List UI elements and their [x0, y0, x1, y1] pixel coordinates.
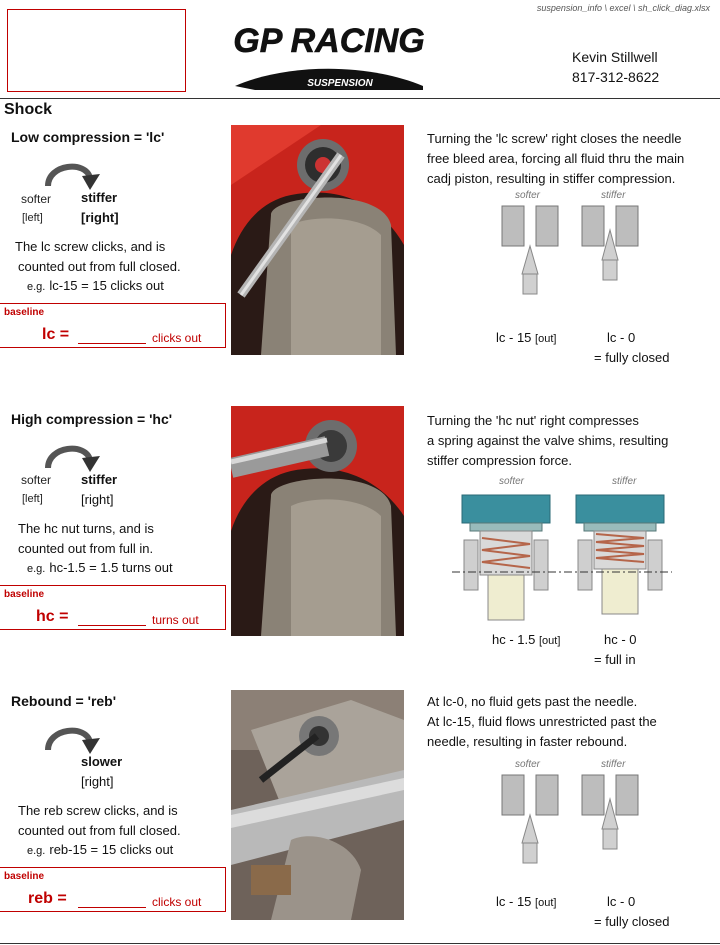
lc-needle-diagram	[500, 204, 640, 324]
lc-explanation	[427, 129, 684, 189]
lc-right-bracket: [right]	[81, 210, 119, 225]
hc-baseline-box	[0, 585, 226, 630]
reb-caption-note: = fully closed	[594, 914, 670, 929]
hc-section-title: High compression = 'hc'	[11, 411, 173, 427]
logo-placeholder-box	[7, 9, 186, 92]
lc-diagram-stiffer-tag: stiffer	[601, 190, 626, 201]
reb-description-line2: counted out from full closed.	[18, 823, 181, 838]
hc-adjuster-photo	[231, 406, 404, 636]
hc-explanation-line3: stiffer compression force.	[427, 453, 572, 468]
hc-example-eg: e.g.	[27, 563, 46, 575]
lc-explanation-line2: free bleed area, forcing all fluid thru the main	[427, 151, 685, 166]
contact-name: Kevin Stillwell	[572, 49, 658, 65]
hc-caption-note: = full in	[594, 652, 636, 667]
hc-diagram-softer-tag: softer	[499, 476, 525, 487]
lc-example-eg: e.g.	[27, 281, 46, 293]
lc-caption-right: lc - 0	[607, 330, 636, 345]
hc-left-bracket: [left]	[22, 493, 43, 505]
reb-baseline-variable: reb =	[28, 890, 67, 907]
contact-phone: 817-312-8622	[572, 69, 660, 85]
hc-spring-diagram	[452, 490, 672, 630]
lc-caption-left-small: [out]	[535, 333, 557, 345]
lc-baseline-box	[0, 303, 226, 348]
reb-caption-left	[496, 894, 556, 909]
hc-right-direction: stiffer	[81, 472, 118, 487]
lc-right-direction: stiffer	[81, 190, 118, 205]
reb-explanation-line3: needle, resulting in faster rebound.	[427, 734, 628, 749]
lc-left-bracket: [left]	[22, 212, 43, 224]
hc-diagram-stiffer-tag: stiffer	[612, 476, 637, 487]
hc-baseline-label: baseline	[4, 589, 45, 600]
lc-explanation-line3: cadj piston, resulting in stiffer compression.	[427, 171, 676, 186]
reb-right-bracket: [right]	[81, 774, 114, 789]
hc-baseline-blank-field[interactable]	[78, 625, 146, 626]
hc-description-line2: counted out from full in.	[18, 541, 154, 556]
needle-open-diagram	[502, 206, 558, 294]
lc-diagram-softer-tag: softer	[515, 190, 541, 201]
reb-section-title: Rebound = 'reb'	[11, 693, 117, 709]
hc-caption-right: hc - 0	[604, 632, 637, 647]
needle-closed-diagram	[582, 775, 638, 849]
turn-right-arrow-icon	[42, 438, 102, 474]
turn-right-arrow-icon	[42, 156, 102, 192]
hc-right-bracket: [right]	[81, 492, 114, 507]
lc-section-title: Low compression = 'lc'	[11, 129, 165, 145]
header-divider	[0, 98, 720, 99]
spring-soft-diagram	[462, 495, 550, 620]
reb-baseline-unit: clicks out	[152, 895, 202, 909]
turn-right-arrow-icon	[42, 720, 102, 756]
lc-caption-note: = fully closed	[594, 350, 670, 365]
hc-example-text: hc-1.5 = 1.5 turns out	[49, 560, 173, 575]
hc-example	[27, 560, 173, 575]
hc-baseline-variable: hc =	[36, 608, 69, 625]
reb-baseline-box	[0, 867, 226, 912]
reb-caption-left-small: [out]	[535, 897, 557, 909]
lc-example	[27, 278, 164, 293]
needle-open-diagram	[502, 775, 558, 863]
lc-description-line2: counted out from full closed.	[18, 259, 181, 274]
reb-explanation-line1: At lc-0, no fluid gets past the needle.	[427, 694, 638, 709]
brand-sub-text: SUSPENSION	[307, 78, 373, 89]
reb-caption-left-text: lc - 15	[496, 894, 532, 909]
file-path-label: suspension_info \ excel \ sh_click_diag.xlsx	[536, 3, 710, 13]
lc-baseline-unit: clicks out	[152, 331, 202, 345]
reb-description-line1: The reb screw clicks, and is	[18, 803, 178, 818]
footer-divider	[0, 943, 720, 944]
reb-right-direction: slower	[81, 754, 123, 769]
reb-needle-diagram	[500, 773, 640, 893]
lc-caption-left-text: lc - 15	[496, 330, 532, 345]
reb-caption-right: lc - 0	[607, 894, 636, 909]
hc-explanation-line2: a spring against the valve shims, resulting	[427, 433, 669, 448]
lc-description-line1: The lc screw clicks, and is	[15, 239, 166, 254]
reb-diagram-softer-tag: softer	[515, 759, 541, 770]
sheet-title: Shock	[4, 101, 53, 118]
lc-explanation-line1: Turning the 'lc screw' right closes the needle	[427, 131, 682, 146]
reb-baseline-blank-field[interactable]	[78, 907, 146, 908]
lc-adjuster-photo	[231, 125, 404, 355]
hc-explanation-line1: Turning the 'hc nut' right compresses	[427, 413, 639, 428]
lc-baseline-label: baseline	[4, 307, 45, 318]
lc-left-direction: softer	[21, 192, 52, 206]
lc-example-text: lc-15 = 15 clicks out	[49, 278, 164, 293]
hc-caption-left-text: hc - 1.5	[492, 632, 536, 647]
needle-closed-diagram	[582, 206, 638, 280]
hc-description-line1: The hc nut turns, and is	[18, 521, 154, 536]
reb-example-text: reb-15 = 15 clicks out	[49, 842, 174, 857]
reb-explanation	[427, 692, 657, 752]
reb-baseline-label: baseline	[4, 871, 45, 882]
hc-caption-left-small: [out]	[538, 635, 561, 647]
lc-baseline-blank-field[interactable]	[78, 343, 146, 344]
lc-baseline-variable: lc =	[42, 326, 70, 343]
reb-diagram-stiffer-tag: stiffer	[601, 759, 626, 770]
hc-explanation	[427, 411, 668, 471]
gp-racing-logo	[215, 28, 443, 92]
hc-left-direction: softer	[21, 473, 52, 487]
hc-baseline-unit: turns out	[152, 613, 199, 627]
brand-main-text: GP RACING	[233, 28, 425, 60]
reb-example	[27, 842, 173, 857]
reb-explanation-line2: At lc-15, fluid flows unrestricted past the	[427, 714, 657, 729]
reb-example-eg: e.g.	[27, 845, 46, 857]
reb-adjuster-photo	[231, 690, 404, 920]
spring-stiff-diagram	[576, 495, 664, 614]
hc-caption-left	[492, 632, 560, 647]
lc-caption-left	[496, 330, 556, 345]
